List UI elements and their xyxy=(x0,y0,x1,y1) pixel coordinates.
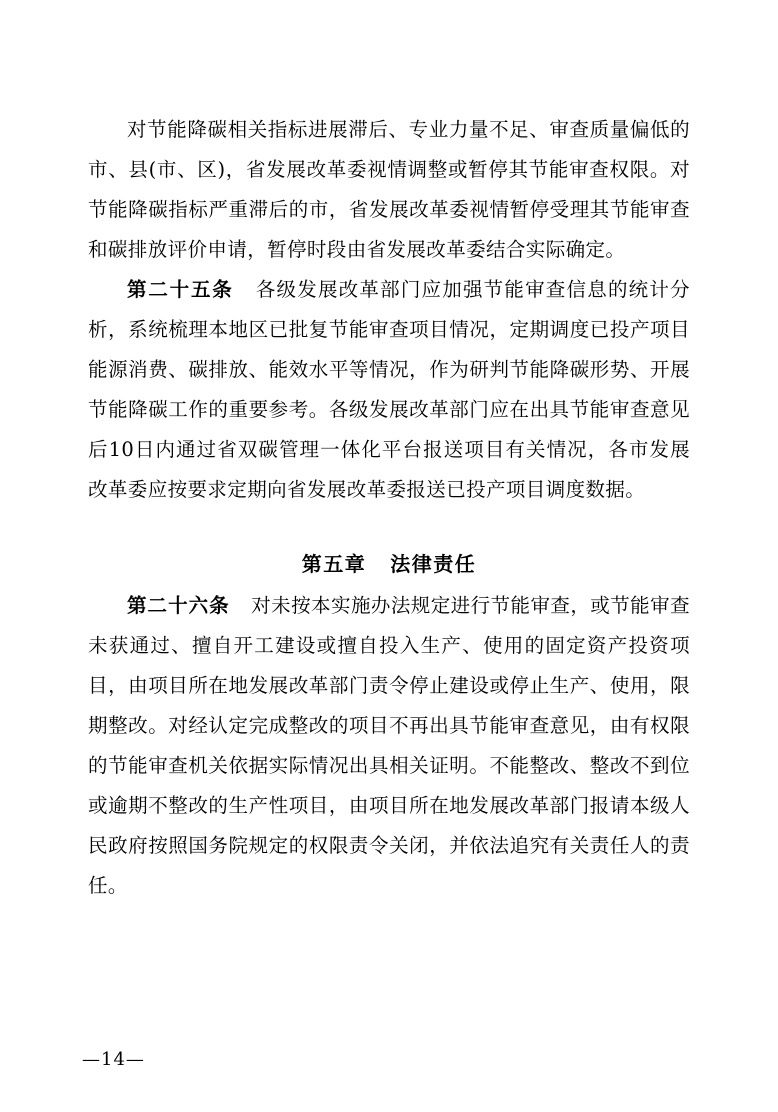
document-body xyxy=(88,110,690,906)
paragraph-text: 对未按本实施办法规定进行节能审查，或节能审查未获通过、擅自开工建设或擅自投入生产、使用的固定资产投资项目，由项目所在地发展改革部门责令停止建设或停止生产、使用，限期整改。对经认定完成整改的项目不再出具节能审查意见，由有权限的节能审查机关依据实际情况出具相关证明。不能整改、整改不到位或逾期不整改的生产性项目，由项目所在地发展改革部门报请本级人民政府按照国务院规定的权限责令关闭，并依法追究有关责任人的责任。 xyxy=(88,594,690,897)
paragraph-article25 xyxy=(88,270,690,510)
article-label: 第二十五条 xyxy=(127,278,234,301)
paragraph-text: 各级发展改革部门应加强节能审查信息的统计分析，系统梳理本地区已批复节能审查项目情况，定期调度已投产项目能源消费、碳排放、能效水平等情况，作为研判节能降碳形势、开展节能降碳工作的重要参考。各级发展改革部门应在出具节能审查意见后10日内通过省双碳管理一体化平台报送项目有关情况，各市发展改革委应按要求定期向省发展改革委报送已投产项目调度数据。 xyxy=(88,278,690,501)
chapter-number: 第五章 xyxy=(301,552,367,576)
article-label: 第二十六条 xyxy=(127,594,230,617)
paragraph-article26 xyxy=(88,586,690,906)
paragraph-article24-continued xyxy=(88,110,690,270)
chapter-heading xyxy=(88,544,690,584)
chapter-title: 法律责任 xyxy=(390,552,477,576)
paragraph-text: 对节能降碳相关指标进展滞后、专业力量不足、审查质量偏低的市、县(市、区)，省发展改革委视情调整或暂停其节能审查权限。对节能降碳指标严重滞后的市，省发展改革委视情暂停受理其节能审查和碳排放评价申请，暂停时段由省发展改革委结合实际确定。 xyxy=(88,118,690,261)
page-number: —14— xyxy=(82,1049,145,1070)
